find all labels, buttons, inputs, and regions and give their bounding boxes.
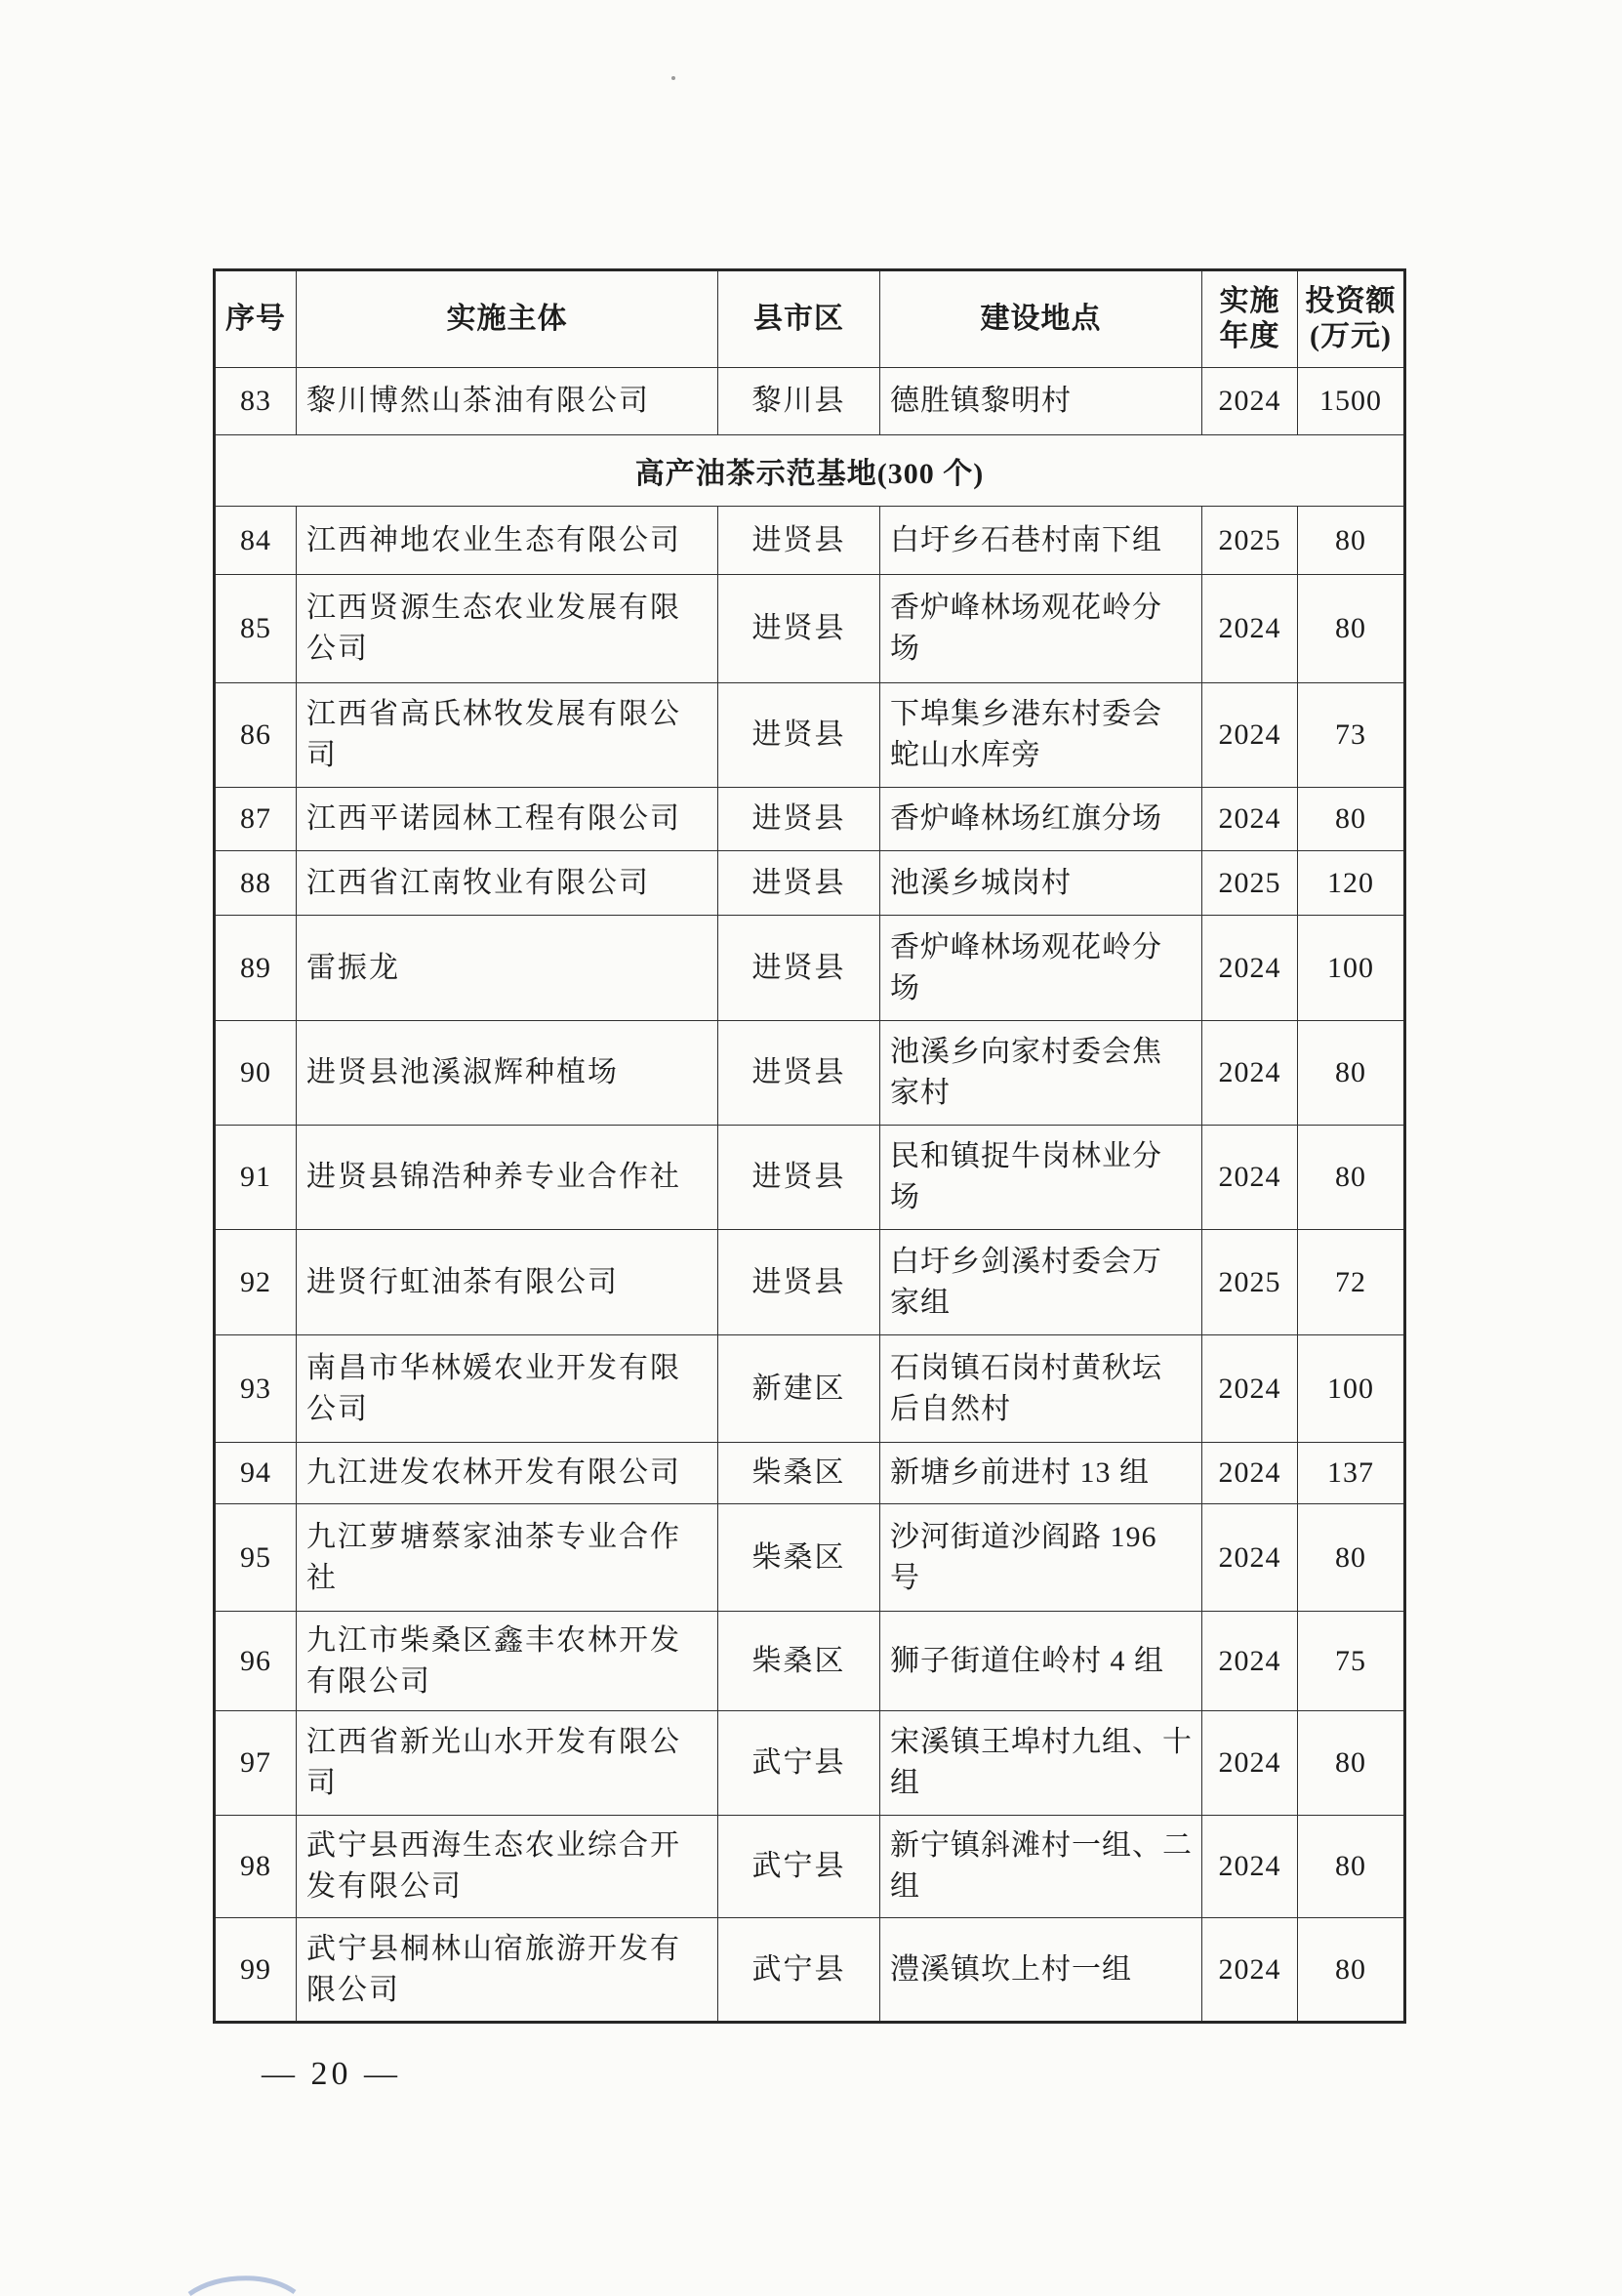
location-text: 德胜镇黎明村 bbox=[890, 385, 1072, 417]
table-row bbox=[215, 683, 1405, 788]
cell-location bbox=[880, 916, 1202, 1021]
table-row bbox=[215, 1335, 1405, 1443]
subject-text: 武宁县桐林山宿旅游开发有 限公司 bbox=[306, 1932, 681, 2006]
county-text: 黎川县 bbox=[751, 385, 846, 417]
cell-amount bbox=[1298, 507, 1405, 575]
year-text: 2024 bbox=[1218, 1540, 1281, 1574]
table-row bbox=[215, 1126, 1405, 1230]
table-row bbox=[215, 507, 1405, 575]
amount-text: 80 bbox=[1335, 1056, 1366, 1088]
cell-subject bbox=[297, 507, 718, 575]
cell-no bbox=[215, 1443, 297, 1504]
cell-no bbox=[215, 1612, 297, 1711]
cell-year bbox=[1202, 368, 1298, 435]
cell-location bbox=[880, 1504, 1202, 1612]
cell-amount bbox=[1298, 1816, 1405, 1918]
cell-year bbox=[1202, 1443, 1298, 1504]
cell-no bbox=[215, 916, 297, 1021]
table-body bbox=[215, 368, 1405, 2023]
project-table bbox=[213, 268, 1406, 2024]
cell-subject bbox=[297, 1504, 718, 1612]
cell-county bbox=[718, 1335, 880, 1443]
cell-county bbox=[718, 1612, 880, 1711]
county-text: 进贤县 bbox=[751, 523, 846, 556]
cell-location bbox=[880, 507, 1202, 575]
cell-year bbox=[1202, 1126, 1298, 1230]
county-text: 武宁县 bbox=[751, 1746, 846, 1779]
cell-amount bbox=[1298, 1230, 1405, 1335]
no-text: 96 bbox=[240, 1644, 271, 1677]
cell-amount bbox=[1298, 1126, 1405, 1230]
cell-no bbox=[215, 788, 297, 851]
cell-year bbox=[1202, 1230, 1298, 1335]
location-text: 下埠集乡港东村委会 蛇山水库旁 bbox=[890, 698, 1162, 771]
no-text: 88 bbox=[240, 866, 271, 899]
cell-amount bbox=[1298, 575, 1405, 683]
subject-text: 九江萝塘蔡家油茶专业合作 社 bbox=[306, 1520, 681, 1594]
year-text: 2024 bbox=[1218, 1056, 1281, 1088]
location-text: 新塘乡前进村 13 组 bbox=[890, 1456, 1150, 1489]
cell-no bbox=[215, 1126, 297, 1230]
cell-amount bbox=[1298, 851, 1405, 916]
year-text: 2025 bbox=[1218, 866, 1281, 899]
amount-text: 80 bbox=[1335, 1746, 1366, 1779]
no-text: 87 bbox=[240, 802, 271, 835]
no-text: 99 bbox=[240, 1952, 271, 1986]
cell-no bbox=[215, 1335, 297, 1443]
cell-amount bbox=[1298, 368, 1405, 435]
location-text: 香炉峰林场观花岭分 场 bbox=[890, 592, 1162, 665]
subject-text: 江西省新光山水开发有限公 司 bbox=[306, 1726, 681, 1799]
section-title: 高产油茶示范基地(300 个) bbox=[215, 435, 1405, 507]
county-text: 进贤县 bbox=[751, 1265, 846, 1298]
cell-amount bbox=[1298, 1335, 1405, 1443]
header-no: 序号 bbox=[215, 270, 297, 368]
scan-mark bbox=[185, 2271, 303, 2296]
cell-no bbox=[215, 1918, 297, 2023]
location-text: 民和镇捉牛岗林业分 场 bbox=[890, 1140, 1162, 1213]
no-text: 98 bbox=[240, 1850, 271, 1882]
table-row bbox=[215, 1021, 1405, 1126]
county-text: 进贤县 bbox=[751, 802, 846, 835]
year-text: 2024 bbox=[1218, 951, 1281, 984]
subject-text: 九江市柴桑区鑫丰农林开发 有限公司 bbox=[306, 1623, 681, 1698]
cell-location bbox=[880, 1230, 1202, 1335]
subject-text: 黎川博然山茶油有限公司 bbox=[306, 385, 650, 417]
year-text: 2024 bbox=[1218, 1644, 1281, 1677]
cell-no bbox=[215, 1504, 297, 1612]
cell-location bbox=[880, 1126, 1202, 1230]
cell-year bbox=[1202, 916, 1298, 1021]
cell-year bbox=[1202, 851, 1298, 916]
no-text: 85 bbox=[240, 612, 271, 644]
county-text: 进贤县 bbox=[751, 1056, 846, 1088]
header-year: 实施 年度 bbox=[1202, 270, 1298, 368]
subject-text: 江西省江南牧业有限公司 bbox=[306, 866, 650, 899]
cell-county bbox=[718, 1711, 880, 1816]
table-row bbox=[215, 575, 1405, 683]
cell-year bbox=[1202, 683, 1298, 788]
cell-county bbox=[718, 507, 880, 575]
cell-subject bbox=[297, 851, 718, 916]
cell-year bbox=[1202, 1612, 1298, 1711]
cell-location bbox=[880, 1918, 1202, 2023]
cell-amount bbox=[1298, 1612, 1405, 1711]
location-text: 白圩乡剑溪村委会万 家组 bbox=[890, 1245, 1162, 1319]
cell-subject bbox=[297, 916, 718, 1021]
county-text: 柴桑区 bbox=[751, 1540, 846, 1574]
location-text: 新宁镇斜滩村一组、二 组 bbox=[890, 1829, 1193, 1903]
table-row bbox=[215, 1918, 1405, 2023]
cell-subject bbox=[297, 1021, 718, 1126]
header-amount: 投资额 (万元) bbox=[1298, 270, 1405, 368]
location-text: 池溪乡向家村委会焦 家村 bbox=[890, 1036, 1162, 1109]
no-text: 90 bbox=[240, 1056, 271, 1088]
cell-no bbox=[215, 575, 297, 683]
table-row bbox=[215, 1504, 1405, 1612]
subject-text: 进贤县池溪淑辉种植场 bbox=[306, 1056, 619, 1088]
amount-text: 100 bbox=[1327, 1372, 1374, 1405]
county-text: 武宁县 bbox=[751, 1952, 846, 1986]
year-text: 2025 bbox=[1218, 523, 1281, 556]
subject-text: 进贤行虹油茶有限公司 bbox=[306, 1265, 619, 1298]
year-text: 2024 bbox=[1218, 612, 1281, 644]
cell-location bbox=[880, 683, 1202, 788]
location-text: 白圩乡石巷村南下组 bbox=[890, 523, 1162, 556]
cell-no bbox=[215, 1230, 297, 1335]
section-row bbox=[215, 435, 1405, 507]
cell-subject bbox=[297, 1126, 718, 1230]
location-text: 石岗镇石岗村黄秋坛 后自然村 bbox=[890, 1351, 1162, 1425]
amount-text: 100 bbox=[1327, 951, 1374, 984]
header-subject: 实施主体 bbox=[297, 270, 718, 368]
header-row bbox=[215, 270, 1405, 368]
cell-amount bbox=[1298, 1504, 1405, 1612]
cell-year bbox=[1202, 575, 1298, 683]
cell-location bbox=[880, 1816, 1202, 1918]
cell-county bbox=[718, 575, 880, 683]
header-county: 县市区 bbox=[718, 270, 880, 368]
location-text: 香炉峰林场观花岭分 场 bbox=[890, 930, 1162, 1004]
amount-text: 120 bbox=[1327, 866, 1374, 899]
table-row bbox=[215, 1443, 1405, 1504]
year-text: 2025 bbox=[1218, 1265, 1281, 1298]
cell-county bbox=[718, 1504, 880, 1612]
cell-county bbox=[718, 851, 880, 916]
cell-location bbox=[880, 1612, 1202, 1711]
cell-year bbox=[1202, 507, 1298, 575]
page-number: — 20 — bbox=[262, 2056, 401, 2092]
county-text: 武宁县 bbox=[751, 1850, 846, 1882]
cell-location bbox=[880, 1443, 1202, 1504]
cell-county bbox=[718, 368, 880, 435]
cell-county bbox=[718, 1126, 880, 1230]
table-row bbox=[215, 1612, 1405, 1711]
cell-subject bbox=[297, 575, 718, 683]
county-text: 进贤县 bbox=[751, 612, 846, 644]
amount-text: 80 bbox=[1335, 1952, 1366, 1986]
cell-no bbox=[215, 851, 297, 916]
cell-county bbox=[718, 1021, 880, 1126]
location-text: 池溪乡城岗村 bbox=[890, 866, 1072, 899]
cell-amount bbox=[1298, 788, 1405, 851]
subject-text: 进贤县锦浩种养专业合作社 bbox=[306, 1161, 681, 1193]
cell-location bbox=[880, 368, 1202, 435]
cell-subject bbox=[297, 1612, 718, 1711]
no-text: 89 bbox=[240, 951, 271, 984]
cell-county bbox=[718, 1443, 880, 1504]
cell-county bbox=[718, 788, 880, 851]
no-text: 84 bbox=[240, 523, 271, 556]
cell-location bbox=[880, 575, 1202, 683]
cell-no bbox=[215, 683, 297, 788]
cell-year bbox=[1202, 1711, 1298, 1816]
no-text: 97 bbox=[240, 1746, 271, 1779]
county-text: 进贤县 bbox=[751, 866, 846, 899]
cell-no bbox=[215, 368, 297, 435]
amount-text: 1500 bbox=[1319, 385, 1382, 417]
cell-amount bbox=[1298, 916, 1405, 1021]
table-row bbox=[215, 851, 1405, 916]
amount-text: 80 bbox=[1335, 1850, 1366, 1882]
subject-text: 江西神地农业生态有限公司 bbox=[306, 523, 681, 556]
year-text: 2024 bbox=[1218, 1952, 1281, 1986]
table-row bbox=[215, 1230, 1405, 1335]
amount-text: 80 bbox=[1335, 1161, 1366, 1193]
cell-amount bbox=[1298, 1443, 1405, 1504]
location-text: 宋溪镇王埠村九组、十 组 bbox=[890, 1726, 1193, 1799]
cell-county bbox=[718, 916, 880, 1021]
no-text: 93 bbox=[240, 1372, 271, 1405]
cell-location bbox=[880, 788, 1202, 851]
amount-text: 73 bbox=[1335, 718, 1366, 751]
no-text: 95 bbox=[240, 1540, 271, 1574]
subject-text: 江西省高氏林牧发展有限公 司 bbox=[306, 698, 681, 771]
cell-year bbox=[1202, 1816, 1298, 1918]
county-text: 进贤县 bbox=[751, 951, 846, 984]
no-text: 83 bbox=[240, 385, 271, 417]
cell-year bbox=[1202, 1021, 1298, 1126]
amount-text: 80 bbox=[1335, 523, 1366, 556]
amount-text: 80 bbox=[1335, 802, 1366, 835]
cell-amount bbox=[1298, 683, 1405, 788]
cell-county bbox=[718, 683, 880, 788]
cell-subject bbox=[297, 1816, 718, 1918]
cell-county bbox=[718, 1230, 880, 1335]
county-text: 进贤县 bbox=[751, 718, 846, 751]
amount-text: 72 bbox=[1335, 1265, 1366, 1298]
cell-amount bbox=[1298, 1711, 1405, 1816]
cell-location bbox=[880, 1335, 1202, 1443]
cell-location bbox=[880, 851, 1202, 916]
amount-text: 80 bbox=[1335, 1540, 1366, 1574]
cell-no bbox=[215, 1711, 297, 1816]
subject-text: 江西贤源生态农业发展有限 公司 bbox=[306, 592, 681, 665]
year-text: 2024 bbox=[1218, 1746, 1281, 1779]
table-row bbox=[215, 788, 1405, 851]
subject-text: 雷振龙 bbox=[306, 951, 400, 984]
year-text: 2024 bbox=[1218, 385, 1281, 417]
amount-text: 137 bbox=[1327, 1456, 1374, 1489]
year-text: 2024 bbox=[1218, 1161, 1281, 1193]
subject-text: 江西平诺园林工程有限公司 bbox=[306, 802, 681, 835]
table-row bbox=[215, 368, 1405, 435]
cell-subject bbox=[297, 788, 718, 851]
county-text: 新建区 bbox=[751, 1372, 846, 1405]
year-text: 2024 bbox=[1218, 1456, 1281, 1489]
year-text: 2024 bbox=[1218, 1372, 1281, 1405]
table-row bbox=[215, 1711, 1405, 1816]
cell-subject bbox=[297, 1918, 718, 2023]
subject-text: 武宁县西海生态农业综合开 发有限公司 bbox=[306, 1829, 681, 1903]
cell-county bbox=[718, 1816, 880, 1918]
cell-no bbox=[215, 507, 297, 575]
cell-year bbox=[1202, 1335, 1298, 1443]
county-text: 进贤县 bbox=[751, 1161, 846, 1193]
cell-no bbox=[215, 1816, 297, 1918]
year-text: 2024 bbox=[1218, 802, 1281, 835]
cell-location bbox=[880, 1711, 1202, 1816]
scan-speck bbox=[671, 76, 675, 80]
subject-text: 九江进发农林开发有限公司 bbox=[306, 1456, 681, 1489]
location-text: 香炉峰林场红旗分场 bbox=[890, 802, 1162, 835]
cell-year bbox=[1202, 788, 1298, 851]
cell-subject bbox=[297, 368, 718, 435]
cell-subject bbox=[297, 1711, 718, 1816]
year-text: 2024 bbox=[1218, 718, 1281, 751]
cell-location bbox=[880, 1021, 1202, 1126]
no-text: 91 bbox=[240, 1161, 271, 1193]
cell-subject bbox=[297, 683, 718, 788]
location-text: 沙河街道沙阎路 196 号 bbox=[890, 1520, 1157, 1594]
subject-text: 南昌市华林媛农业开发有限 公司 bbox=[306, 1351, 681, 1425]
cell-subject bbox=[297, 1335, 718, 1443]
cell-year bbox=[1202, 1504, 1298, 1612]
cell-amount bbox=[1298, 1021, 1405, 1126]
header-location: 建设地点 bbox=[880, 270, 1202, 368]
cell-subject bbox=[297, 1230, 718, 1335]
year-text: 2024 bbox=[1218, 1850, 1281, 1882]
no-text: 86 bbox=[240, 718, 271, 751]
amount-text: 80 bbox=[1335, 612, 1366, 644]
table-row bbox=[215, 916, 1405, 1021]
amount-text: 75 bbox=[1335, 1644, 1366, 1677]
county-text: 柴桑区 bbox=[751, 1644, 846, 1677]
county-text: 柴桑区 bbox=[751, 1456, 846, 1489]
location-text: 狮子街道住岭村 4 组 bbox=[890, 1644, 1164, 1677]
no-text: 92 bbox=[240, 1265, 271, 1298]
cell-amount bbox=[1298, 1918, 1405, 2023]
cell-year bbox=[1202, 1918, 1298, 2023]
cell-no bbox=[215, 1021, 297, 1126]
cell-subject bbox=[297, 1443, 718, 1504]
no-text: 94 bbox=[240, 1456, 271, 1489]
location-text: 澧溪镇坎上村一组 bbox=[890, 1952, 1132, 1986]
cell-county bbox=[718, 1918, 880, 2023]
table-row bbox=[215, 1816, 1405, 1918]
